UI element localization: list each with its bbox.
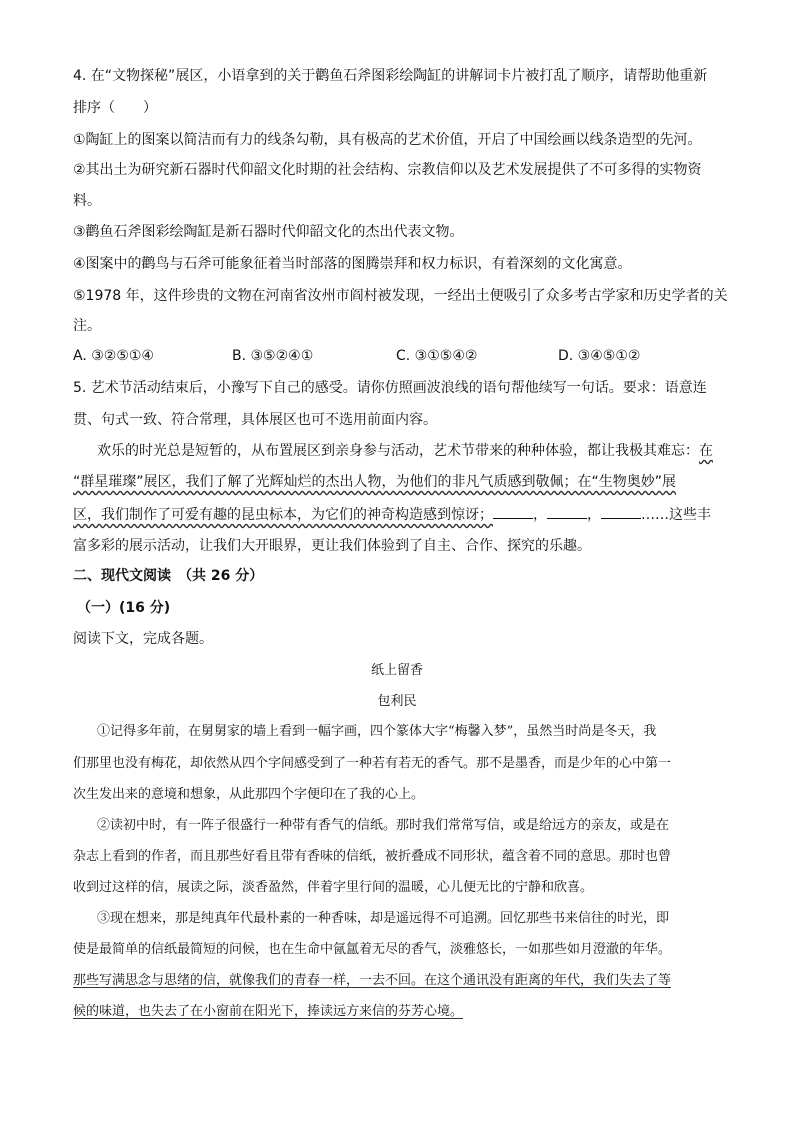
q5-stem-line1: 5. 艺术节活动结束后，小豫写下自己的感受。请你仿照画波浪线的语句帮他续写一句话。要求：语意连 [73, 380, 707, 396]
q4-stem-line2: 排序（ ） [73, 100, 157, 116]
article-p1-line2: 们那里也没有梅花，却依然从四个字间感受到了一种若有若无的香气。那不是墨香，而是少年的心中第一 [73, 756, 672, 771]
q4-sentence-1: ①陶缸上的图案以简洁而有力的线条勾勒，具有极高的艺术价值，开启了中国绘画以线条造型的先河。 [73, 132, 702, 148]
q4-sentence-5-line1: ⑤1978 年，这件珍贵的文物在河南省汝州市阎村被发现，一经出土便吸引了众多考古学家和历史学者的关 [73, 288, 728, 304]
q4-option-c[interactable]: C. ③①⑤④② [396, 348, 478, 364]
q4-sentence-5-line2: 注。 [73, 318, 101, 334]
q5-passage-line3-tail: ……这些丰 [641, 507, 711, 523]
article-author: 包利民 [377, 694, 417, 709]
article-p3-line4-underlined: 候的味道，也失去了在小窗前在阳光下，捧读远方来信的芬芳心境。 [73, 1004, 464, 1019]
article-p1-line3: 次生发出来的意境和想象，从此那四个字便印在了我的心上。 [73, 787, 425, 802]
article-p3-line3-underlined: 那些写满思念与思绪的信，就像我们的青春一样，一去不回。在这个通讯没有距离的年代，我们失去了等 [73, 973, 672, 988]
article-p3-line2: 使是最简单的信纸最简短的问候，也在生命中氤氲着无尽的香气，淡雅悠长，一如那些如月澄澈的年华。 [73, 942, 672, 957]
q4-option-d[interactable]: D. ③④⑤①② [558, 348, 641, 364]
article-p2-line1: ②读初中时，有一阵子很盛行一种带有香气的信纸。那时我们常常写信，或是给远方的亲友，或是在 [97, 818, 670, 833]
q4-sentence-3: ③鹳鱼石斧图彩绘陶缸是新石器时代仰韶文化的杰出代表文物。 [73, 224, 464, 240]
q4-stem-line1: 4. 在“文物探秘”展区，小语拿到的关于鹳鱼石斧图彩绘陶缸的讲解词卡片被打乱了顺序，请帮助他重新 [73, 68, 708, 84]
q5-stem-line2: 贯、句式一致、符合常理，具体展区也可不选用前面内容。 [73, 412, 437, 428]
subsection-heading: （一）(16 分) [77, 600, 171, 616]
section-heading: 二、现代文阅读 （共 26 分） [73, 568, 264, 584]
q5-answer-blank-2[interactable] [547, 504, 587, 519]
q4-option-b[interactable]: B. ③⑤②④① [232, 348, 314, 364]
q5-answer-blank-1[interactable] [493, 504, 533, 519]
q4-sentence-4: ④图案中的鹳鸟与石斧可能象征着当时部落的图腾崇拜和权力标识，有着深刻的文化寓意。 [73, 256, 632, 272]
q4-sentence-2-line1: ②其出土为研究新石器时代仰韶文化时期的社会结构、宗教信仰以及艺术发展提供了不可多得的实物资 [73, 162, 702, 178]
article-p2-line2: 杂志上看到的作者，而且那些好看且带有香味的信纸，被折叠成不同形状，蕴含着不同的意思。那时也曾 [73, 849, 672, 864]
q5-passage-line1-text: 欢乐的时光总是短暂的，从布置展区到亲身参与活动，艺术节带来的种种体验，都让我极其难忘： [97, 443, 699, 459]
article-p2-line3: 收到过这样的信，展读之际，淡香盈然，伴着字里行间的温暖，心儿便无比的宁静和欣喜。 [73, 880, 594, 895]
q5-passage-line2 [73, 472, 676, 492]
reading-instruction: 阅读下文，完成各题。 [73, 631, 213, 647]
q5-wavy-sentence-start: 在 [699, 443, 713, 459]
q4-option-a[interactable]: A. ③②⑤①④ [73, 348, 154, 364]
article-p3-line1: ③现在想来，那是纯真年代最朴素的一种香味，却是遥远得不可追溯。回忆那些书来信往的时光，即 [97, 911, 670, 926]
q5-answer-blank-3[interactable] [601, 504, 641, 519]
q5-wavy-sentence-part3: 区，我们制作了可爱有趣的昆虫标本，为它们的神奇构造感到惊讶； [73, 507, 493, 523]
q5-passage-line4: 富多彩的展示活动，让我们大开眼界，更让我们体验到了自主、合作、探究的乐趣。 [73, 538, 591, 554]
article-p1-line1: ①记得多年前，在舅舅家的墙上看到一幅字画，四个篆体大字“梅馨入梦”，虽然当时尚是冬天，我 [97, 724, 657, 739]
q4-sentence-2-line2: 料。 [73, 193, 101, 209]
article-title: 纸上留香 [370, 663, 423, 678]
q5-passage-line1 [97, 441, 713, 461]
q5-separator-1: ， [533, 507, 547, 523]
q5-separator-2: ， [587, 507, 601, 523]
q5-passage-line3 [73, 504, 711, 525]
q5-wavy-sentence-part2: “群星璀璨”展区，我们了解了光辉灿烂的杰出人物，为他们的非凡气质感到敬佩；在“生物奥妙”展 [73, 474, 677, 490]
